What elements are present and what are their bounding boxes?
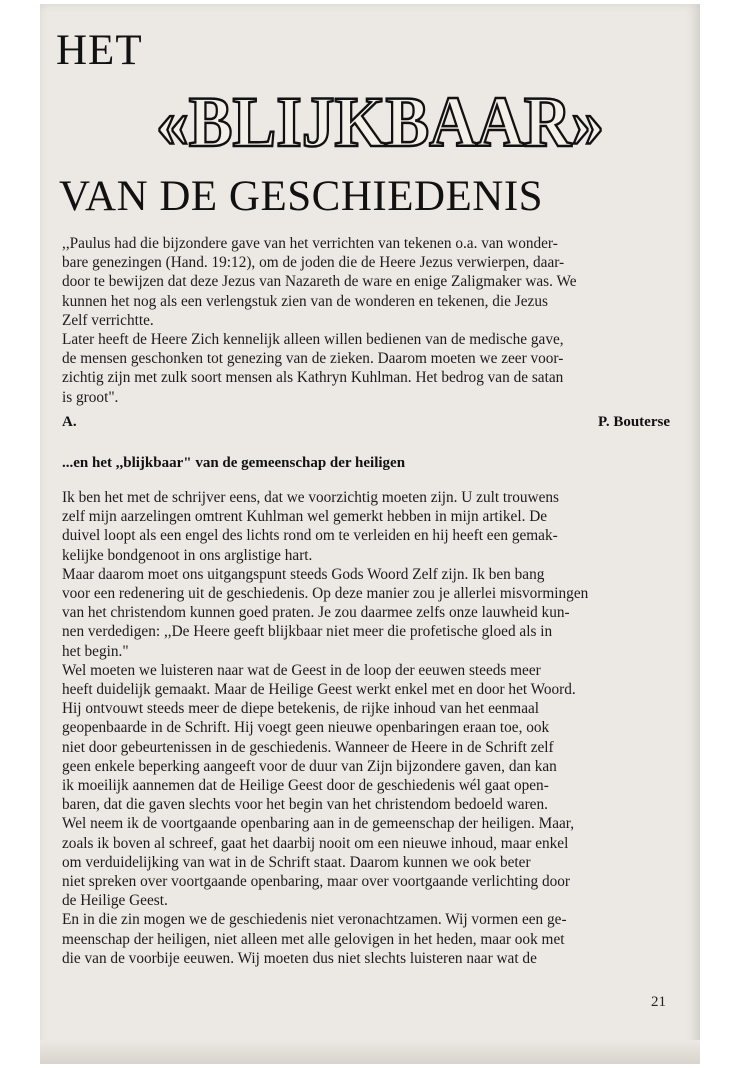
page-bottom-edge [40,1040,700,1064]
title-blijkbaar-text: «BLIJKBAAR» [156,82,604,162]
section-subheading: ...en het ,,blijkbaar" van de gemeenschap der heiligen [62,455,406,471]
page-number: 21 [651,994,666,1010]
article-body: Ik ben het met de schrijver eens, dat we voorzichtig moeten zijn. U zult trouwens zelf mijn aarzelingen omtrent Kuhlman wel gemerkt hebben in mijn artikel. De duivel loopt als een engel des lichts rond om te verleiden en hij heeft een gemak- kelijke bondgenoot in ons arglistige hart. Maar daarom moet ons uitgangspunt steeds Gods Woord Zelf zijn. Ik ben bang voor een redenering uit de geschiedenis. Op deze manier zou je allerlei misvormingen van het christendom kunnen goed praten. Je zou daarmee zelfs onze lauwheid kun- nen verdedigen: ,,De Heere geeft blijkbaar niet meer die profetische gloed als in het begin." Wel moeten we luisteren naar wat de Geest in de loop der eeuwen steeds meer heeft duidelijk gemaakt. Maar de Heilige Geest werkt enkel met en door het Woord. Hij ontvouwt steeds meer de diepe betekenis, de rijke inhoud van het eenmaal geopenbaarde in de Schrift. Hij voegt geen nieuwe openbaringen eraan toe, ook niet door gebeurtenissen in de geschiedenis. Wanneer de Heere in de Schrift zelf geen enkele beperking aangeeft voor de duur van Zijn bijzondere gaven, dan kan ik moeilijk aannemen dat de Heilige Geest door de geschiedenis wél gaat open- baren, dat die gaven slechts voor het begin van het christendom bedoeld waren. Wel neem ik de voortgaande openbaring aan in de gemeenschap der heiligen. Maar, zoals ik boven al schreef, gaat het daarbij nooit om een nieuwe inhoud, maar enkel om verduidelijking van wat in de Schrift staat. Daarom kunnen we ook beter niet spreken over voortgaande openbaring, maar over voortgaande verlichting door de Heilige Geest. En in die zin mogen we de geschiedenis niet veronachtzamen. Wij vormen een ge- meenschap der heiligen, niet alleen met alle gelovigen in het heden, maar ook met die van de voorbije eeuwen. Wij moeten dus niet slechts luisteren naar wat de [62,489,589,967]
title-van-de-geschiedenis: VAN DE GESCHIEDENIS [59,173,544,220]
quoted-letter: ,,Paulus had die bijzondere gave van het verrichten van tekenen o.a. van wonder- bare genezingen (Hand. 19:12), om de joden die de Heere Jezus verwierpen, daar- door te bewijzen dat deze Jezus van Nazareth de ware en enige Zaligmaker was. We kunnen het nog als een verlengstuk zien van de wonderen en tekenen, die Jezus Zelf verrichtte. Later heeft de Heere Zich kennelijk alleen willen bedienen van de medische gave, de mensen geschonken tot genezing van de zieken. Daarom moeten we zeer voor- zichtig zijn met zulk soort mensen als Kathryn Kuhlman. Het bedrog van de satan is groot". [62,235,577,406]
letter-author: P. Bouterse [598,414,670,430]
letter-initial: A. [62,414,77,430]
title-het: HET [56,27,143,74]
title-blijkbaar [150,82,610,162]
